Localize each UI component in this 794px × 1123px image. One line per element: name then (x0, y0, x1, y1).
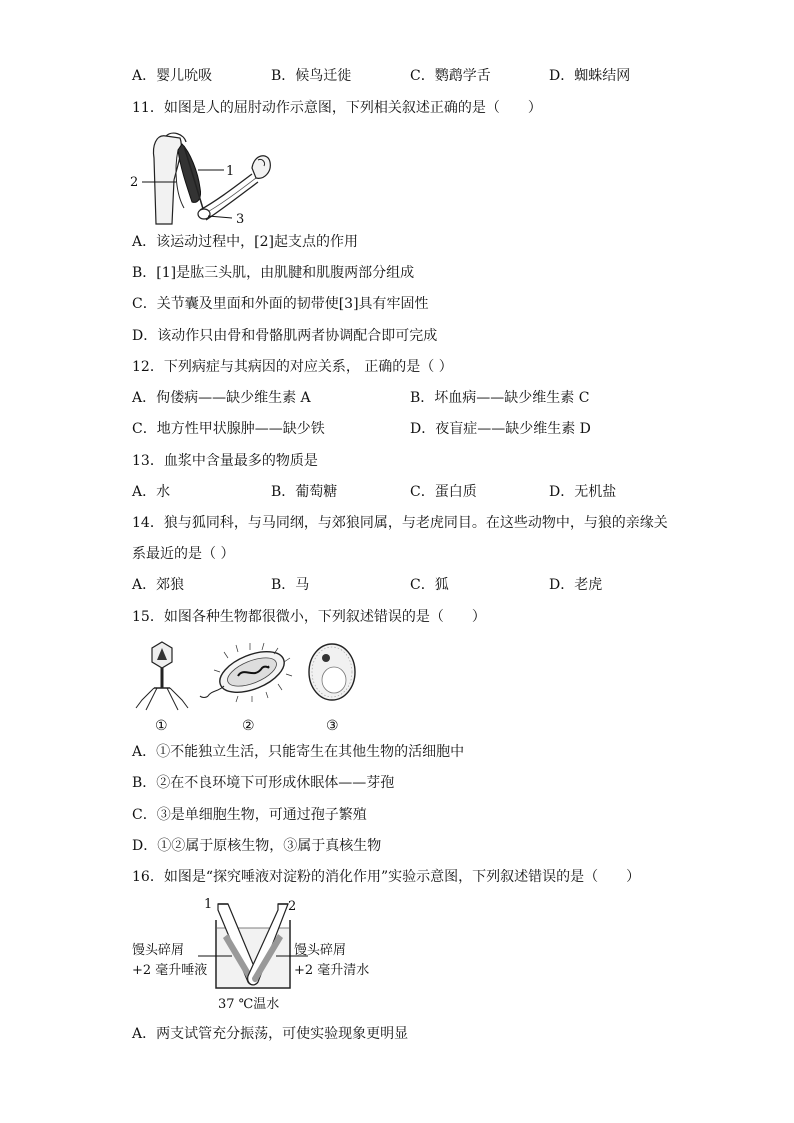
q14-option-c: C．狐 (410, 577, 449, 593)
q13-stem: 13．血浆中含量最多的物质是 (132, 453, 318, 469)
q13-option-c: C．蛋白质 (410, 484, 477, 500)
q15-option-a: A．①不能独立生活，只能寄生在其他生物的活细胞中 (132, 744, 465, 760)
q11-option-c: C．关节囊及里面和外面的韧带使[3]具有牢固性 (132, 296, 429, 312)
q15-stem: 15．如图各种生物都很微小，下列叙述错误的是（ ） (132, 609, 486, 625)
bacterium-figure (200, 643, 292, 702)
arm-label-2: 2 (130, 175, 139, 190)
q10-option-d: D．蜘蛛结网 (549, 68, 631, 84)
microbe-label-1: ① (155, 718, 168, 734)
q14-option-d: D．老虎 (549, 577, 603, 593)
microbe-label-2: ② (242, 718, 255, 734)
arm-label-1: 1 (226, 164, 235, 179)
q16-stem: 16．如图是“探究唾液对淀粉的消化作用”实验示意图，下列叙述错误的是（ ） (132, 869, 641, 885)
q11-option-b: B．[1]是肱三头肌，由肌腱和肌腹两部分组成 (132, 265, 415, 281)
q10-option-c: C．鹦鹉学舌 (410, 68, 491, 84)
bacteriophage-figure (136, 642, 188, 710)
q12-option-b: B．坏血病——缺少维生素 C (410, 390, 590, 406)
q14-option-a: A．郊狼 (132, 577, 185, 593)
q14-stem-line1: 14．狼与狐同科，与马同纲，与郊狼同属，与老虎同目。在这些动物中，与狼的亲缘关 (132, 515, 668, 531)
microorganisms-figure (128, 636, 368, 734)
q11-option-d: D．该动作只由骨和骨骼肌两者协调配合即可完成 (132, 328, 438, 344)
saliva-experiment-figure (128, 896, 378, 1014)
right-tube-content-line2: +2 毫升清水 (294, 963, 370, 978)
q16-option-a: A．两支试管充分振荡，可使实验现象更明显 (132, 1026, 409, 1042)
q12-stem: 12．下列病症与其病因的对应关系， 正确的是（ ） (132, 359, 453, 375)
q11-stem: 11．如图是人的屈肘动作示意图，下列相关叙述正确的是（ ） (132, 100, 542, 116)
tube-label-1: 1 (204, 897, 213, 912)
q13-option-d: D．无机盐 (549, 484, 617, 500)
q12-option-d: D．夜盲症——缺少维生素 D (410, 421, 591, 437)
q12-option-c: C．地方性甲状腺肿——缺少铁 (132, 421, 325, 437)
q15-option-b: B．②在不良环境下可形成休眠体——芽孢 (132, 775, 395, 791)
yeast-cell-figure (309, 644, 355, 700)
q15-option-d: D．①②属于原核生物，③属于真核生物 (132, 838, 382, 854)
right-tube-content-line1: 馒头碎屑 (294, 943, 347, 958)
q10-option-b: B．候鸟迁徙 (271, 68, 352, 84)
left-tube-content-line2: +2 毫升唾液 (132, 963, 208, 978)
microbe-label-3: ③ (326, 718, 339, 734)
warm-water-label: 37 ℃温水 (218, 997, 280, 1012)
tube-label-2: 2 (288, 899, 297, 914)
q14-stem-line2: 系最近的是（ ） (132, 546, 235, 562)
arm-label-3: 3 (236, 212, 245, 227)
q13-option-b: B．葡萄糖 (271, 484, 338, 500)
left-tube-content-line1: 馒头碎屑 (132, 943, 185, 958)
q15-option-c: C．③是单细胞生物，可通过孢子繁殖 (132, 807, 367, 823)
q13-option-a: A．水 (132, 484, 171, 500)
q10-option-a: A．婴儿吮吸 (132, 68, 213, 84)
q11-option-a: A．该运动过程中，[2]起支点的作用 (132, 234, 358, 250)
arm-flexion-figure (128, 124, 288, 228)
q14-option-b: B．马 (271, 577, 310, 593)
q12-option-a: A．佝偻病——缺少维生素 A (132, 390, 311, 406)
